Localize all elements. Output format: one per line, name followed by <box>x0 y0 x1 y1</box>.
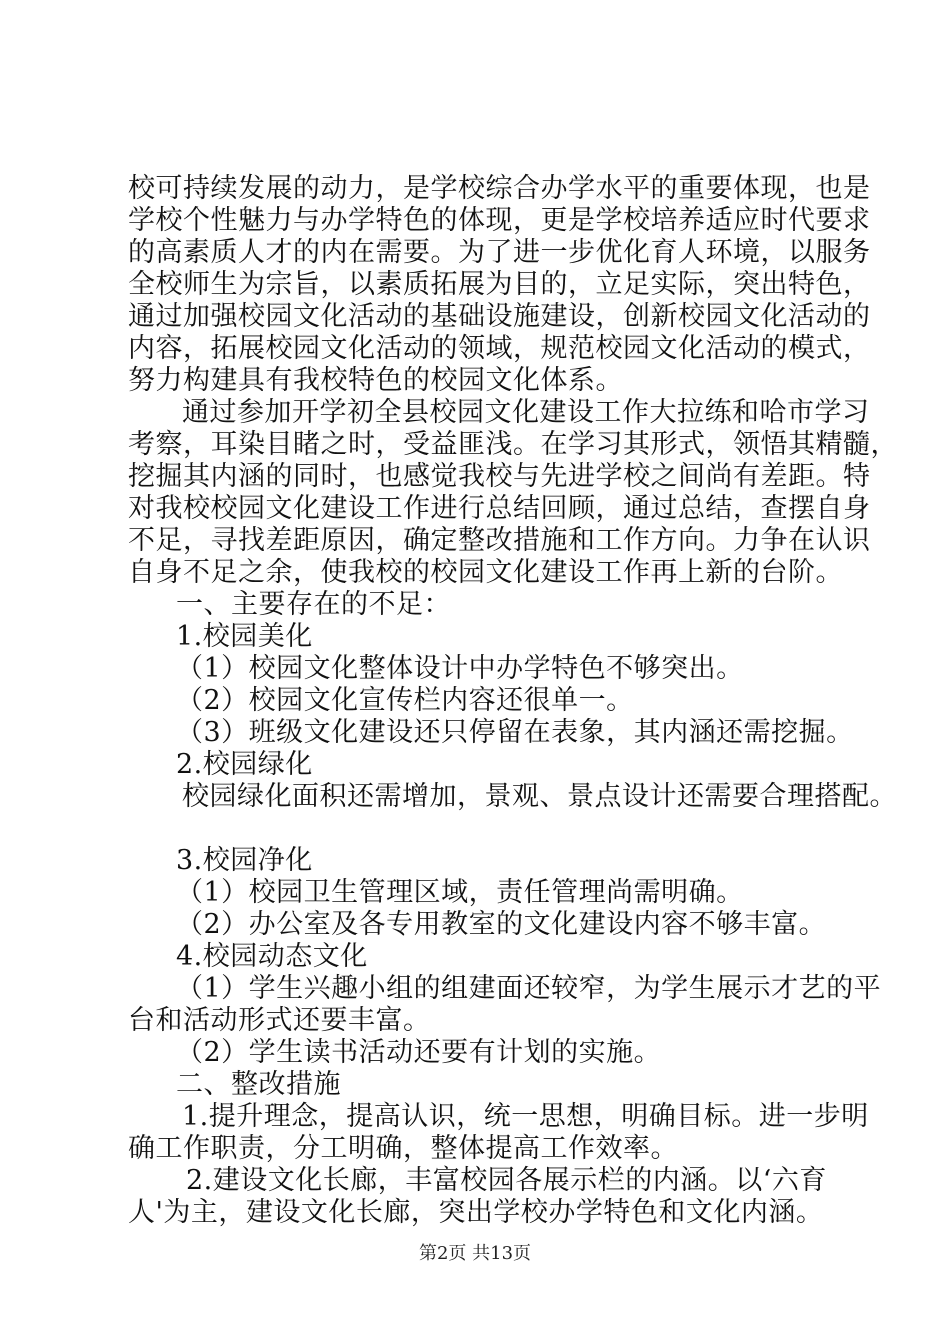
paragraph-line: 对我校校园文化建设工作进行总结回顾，通过总结，查摆自身 <box>128 493 871 524</box>
list-item-continuation: 台和活动形式还要丰富。 <box>128 1005 431 1036</box>
list-item: （2）校园文化宣传栏内容还很单一。 <box>176 685 634 716</box>
paragraph-line: 通过加强校园文化活动的基础设施建设，创新校园文化活动的 <box>128 301 871 332</box>
paragraph-line: 确工作职责，分工明确，整体提高工作效率。 <box>128 1133 678 1164</box>
paragraph-line: 校园绿化面积还需增加，景观、景点设计还需要合理搭配。 <box>182 781 897 812</box>
list-item: （2）办公室及各专用教室的文化建设内容不够丰富。 <box>176 909 827 940</box>
paragraph-line: 自身不足之余，使我校的校园文化建设工作再上新的台阶。 <box>128 557 843 588</box>
paragraph-line: 挖掘其内涵的同时，也感觉我校与先进学校之间尚有差距。特 <box>128 461 871 492</box>
paragraph-line: 努力构建具有我校特色的校园文化体系。 <box>128 365 623 396</box>
paragraph-line: 的高素质人才的内在需要。为了进一步优化育人环境，以服务 <box>128 237 871 268</box>
paragraph-line: 人'为主，建设文化长廊，突出学校办学特色和文化内涵。 <box>128 1197 824 1228</box>
paragraph-line: 考察，耳染目睹之时，受益匪浅。在学习其形式，领悟其精髓， <box>128 429 898 460</box>
paragraph-line: 2.建设文化长廊，丰富校园各展示栏的内涵。以‘六育 <box>186 1165 827 1196</box>
paragraph-line: 学校个性魅力与办学特色的体现，更是学校培养适应时代要求 <box>128 205 871 236</box>
subsection-heading: 4.校园动态文化 <box>176 941 368 972</box>
subsection-heading: 2.校园绿化 <box>176 749 313 780</box>
paragraph-line: 不足，寻找差距原因，确定整改措施和工作方向。力争在认识 <box>128 525 871 556</box>
section-heading: 二、整改措施 <box>176 1069 341 1100</box>
list-item: （1）校园卫生管理区域，责任管理尚需明确。 <box>176 877 744 908</box>
paragraph-line: 校可持续发展的动力，是学校综合办学水平的重要体现，也是 <box>128 173 871 204</box>
paragraph-line: 内容，拓展校园文化活动的领域，规范校园文化活动的模式， <box>128 333 871 364</box>
list-item: （1）学生兴趣小组的组建面还较窄，为学生展示才艺的平 <box>176 973 882 1004</box>
list-item: （1）校园文化整体设计中办学特色不够突出。 <box>176 653 744 684</box>
list-item: （3）班级文化建设还只停留在表象，其内涵还需挖掘。 <box>176 717 854 748</box>
paragraph-line: 1.提升理念，提高认识，统一思想，明确目标。进一步明 <box>182 1101 869 1132</box>
section-heading: 一、主要存在的不足： <box>176 589 451 620</box>
paragraph-line: 全校师生为宗旨，以素质拓展为目的，立足实际，突出特色， <box>128 269 871 300</box>
subsection-heading: 1.校园美化 <box>176 621 313 652</box>
list-item: （2）学生读书活动还要有计划的实施。 <box>176 1037 662 1068</box>
paragraph-line: 通过参加开学初全县校园文化建设工作大拉练和哈市学习 <box>182 397 870 428</box>
subsection-heading: 3.校园净化 <box>176 845 313 876</box>
page-footer: 第2页 共13页 <box>418 1243 532 1264</box>
